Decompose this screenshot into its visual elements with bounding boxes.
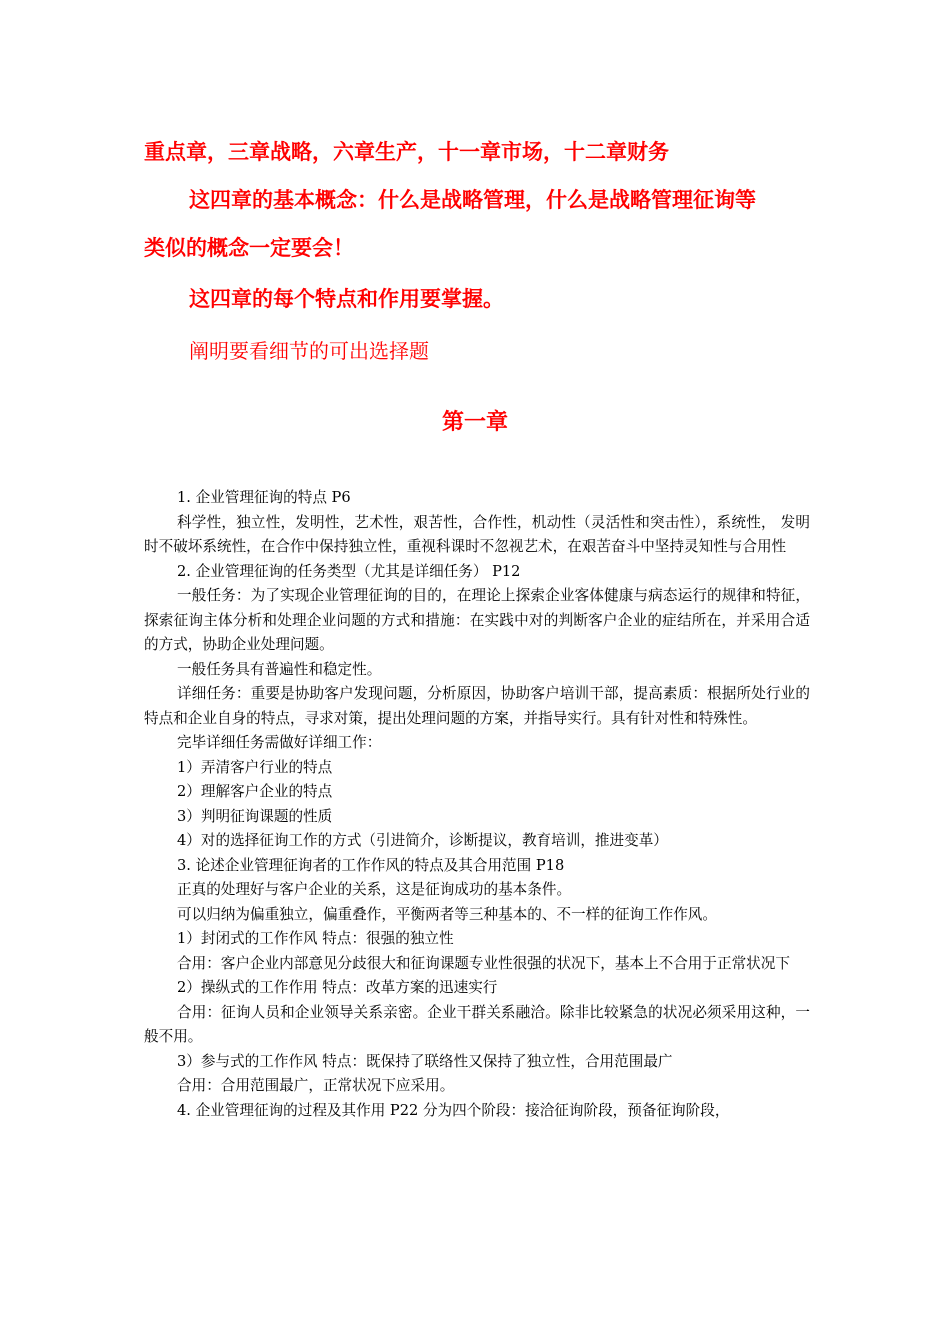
paragraph: 2）理解客户企业的特点: [177, 783, 333, 800]
details-note: 阐明要看细节的可出选择题: [189, 339, 429, 363]
paragraph: 一般任务具有普遍性和稳定性。: [177, 660, 382, 678]
paragraph: 2. 企业管理征询的任务类型（尤其是详细任务） P12: [177, 562, 521, 580]
paragraph: 一般任务：为了实现企业管理征询的目的，在理论上探索企业客体健康与病态运行的规律和特征，探索征询主体分析和处理企业问题的方式和措施：在实践中对的判断客户企业的症结所在，并采用合适的方式，协助企业处理问题。: [144, 587, 810, 653]
paragraph: 4. 企业管理征询的过程及其作用 P22 分为四个阶段：接洽征询阶段，预备征询阶段，: [177, 1101, 730, 1119]
paragraph: 合用：合用范围最广，正常状况下应采用。: [177, 1077, 455, 1094]
paragraph: 1）封闭式的工作作风 特点：很强的独立性: [177, 930, 454, 947]
paragraph: 4）对的选择征询工作的方式（引进简介，诊断提议，教育培训，推进变革）: [177, 832, 668, 849]
paragraph: 科学性，独立性，发明性，艺术性，艰苦性，合作性，机动性（灵活性和突击性），系统性， 发明时不破坏系统性，在合作中保持独立性，重视科课时不忽视艺术，在艰苦奋斗中坚持灵知性与合用性: [144, 513, 810, 555]
paragraph: 详细任务：重要是协助客户发现问题，分析原因，协助客户培训干部，提高素质：根据所处行业的特点和企业自身的特点，寻求对策，提出处理问题的方案，并指导实行。具有针对性和特殊性。: [144, 685, 810, 727]
paragraph: 1. 企业管理征询的特点 P6: [177, 489, 351, 506]
paragraph: 3）参与式的工作作风 特点：既保持了联络性又保持了独立性，合用范围最广: [177, 1052, 673, 1070]
paragraph: 合用：征询人员和企业领导关系亲密。企业干群关系融洽。除非比较紧急的状况必须采用这种，一般不用。: [144, 1003, 810, 1045]
features-note: 这四章的每个特点和作用要掌握。: [189, 286, 504, 311]
paragraph: 3）判明征询课题的性质: [177, 807, 333, 825]
paragraph: 3. 论述企业管理征询者的工作作风的特点及其合用范围 P18: [177, 856, 565, 874]
paragraph: 合用：客户企业内部意见分歧很大和征询课题专业性很强的状况下，基本上不合用于正常状况下: [177, 954, 790, 972]
paragraph: 完毕详细任务需做好详细工作：: [177, 734, 382, 751]
paragraph: 1）弄清客户行业的特点: [177, 758, 333, 776]
paragraph: 2）操纵式的工作作用 特点：改革方案的迅速实行: [177, 979, 498, 996]
basic-concepts-note-cont: 类似的概念一定要会！: [144, 235, 354, 260]
chapter-title: 第一章: [441, 409, 508, 435]
paragraph: 可以归纳为偏重独立，偏重叠作，平衡两者等三种基本的、不一样的征询工作作风。: [177, 905, 717, 923]
chapter-body: [144, 486, 810, 1123]
paragraph: 正真的处理好与客户企业的关系，这是征询成功的基本条件。: [177, 881, 572, 898]
basic-concepts-note: 这四章的基本概念：什么是战略管理，什么是战略管理征询等: [189, 187, 756, 212]
key-chapters-note: 重点章，三章战略，六章生产，十一章市场，十二章财务: [144, 139, 669, 164]
